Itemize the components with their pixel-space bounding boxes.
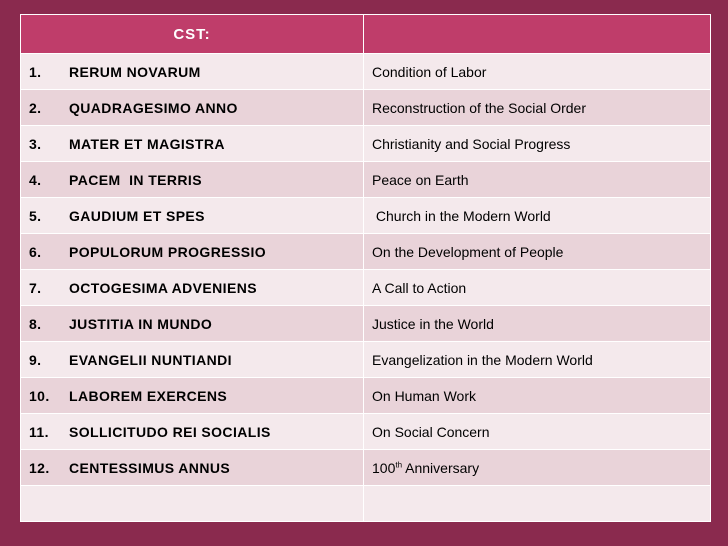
table-row [21,450,711,486]
encyclical-description: A Call to Action [364,270,711,306]
row-number: 1. [29,63,42,80]
encyclical-description: Christianity and Social Progress [364,126,711,162]
row-number: 7. [29,279,42,296]
row-number: 5. [29,207,42,224]
desc-rest: Anniversary [402,459,480,476]
table-row [21,90,711,126]
table-row [21,54,711,90]
row-number: 4. [29,171,42,188]
encyclical-title: LABOREM EXERCENS [69,387,228,404]
row-number: 9. [29,351,42,368]
row-number: 10. [29,387,50,404]
desc-number: 100 [372,459,396,476]
encyclical-description: Evangelization in the Modern World [364,342,711,378]
table-row [21,378,711,414]
table-row [21,414,711,450]
encyclical-description [364,450,711,486]
encyclical-description: Peace on Earth [364,162,711,198]
row-number: 6. [29,243,42,260]
table-row [21,126,711,162]
encyclical-title: MATER ET MAGISTRA [69,135,225,152]
row-number: 8. [29,315,42,332]
encyclical-description: Reconstruction of the Social Order [364,90,711,126]
row-number: 11. [29,423,49,440]
table-row [21,270,711,306]
encyclical-description: Condition of Labor [364,54,711,90]
slide [20,14,710,546]
table-header [21,15,711,54]
encyclical-title: QUADRAGESIMO ANNO [69,99,238,116]
encyclicals-table [20,14,711,522]
encyclical-description: On Social Concern [364,414,711,450]
encyclical-title: OCTOGESIMA ADVENIENS [69,279,257,296]
table-row [21,306,711,342]
empty-cell [21,486,364,522]
encyclical-description: On the Development of People [364,234,711,270]
empty-cell [364,486,711,522]
encyclical-title: EVANGELII NUNTIANDI [69,351,232,368]
table-row [21,234,711,270]
table-row [21,162,711,198]
encyclical-title: POPULORUM PROGRESSIO [69,243,267,260]
encyclical-description: Justice in the World [364,306,711,342]
encyclical-title: RERUM NOVARUM [69,63,201,80]
header-empty [364,15,711,54]
encyclical-title: JUSTITIA IN MUNDO [69,315,213,332]
header-cst: CST: [21,15,364,54]
encyclical-title: PACEM IN TERRIS [69,171,202,188]
desc-superscript: th [395,459,403,469]
table-row [21,342,711,378]
encyclical-title: SOLLICITUDO REI SOCIALIS [69,423,271,440]
row-number: 3. [29,135,42,152]
table-row [21,198,711,234]
encyclical-title: CENTESSIMUS ANNUS [69,459,231,476]
row-number: 2. [29,99,42,116]
encyclical-description: Church in the Modern World [364,198,711,234]
encyclical-title: GAUDIUM ET SPES [69,207,205,224]
empty-row [21,486,711,522]
encyclical-description: On Human Work [364,378,711,414]
row-number: 12. [29,459,50,476]
